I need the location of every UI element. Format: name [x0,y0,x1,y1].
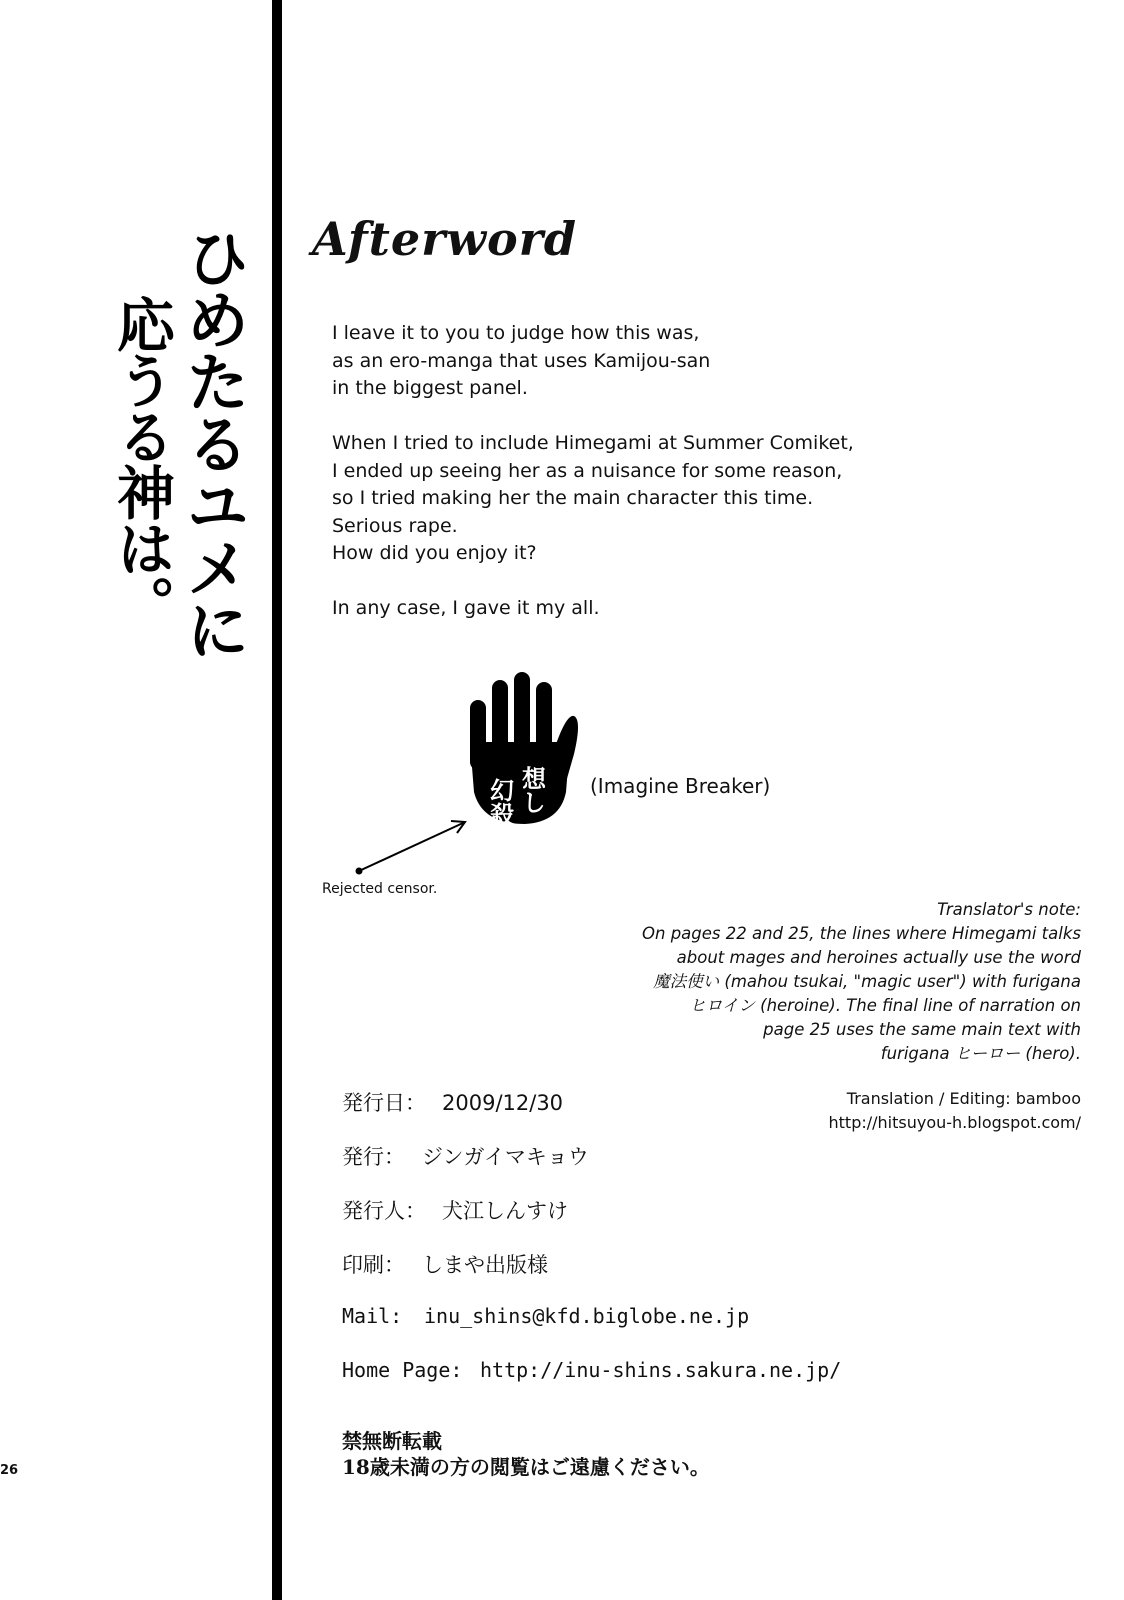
note-line: Translator's note: [937,900,1081,919]
body-line: In any case, I gave it my all. [332,597,600,619]
body-line: How did you enjoy it? [332,542,537,564]
rejected-censor-label: Rejected censor. [322,881,438,897]
hand-text-col1: 想し [517,766,547,814]
hand-text-col2: 幻殺 [485,778,515,826]
homepage-value: http://inu-shins.sakura.ne.jp/ [480,1358,842,1382]
publisher-value: ジンガイマキョウ [422,1145,589,1169]
credit-line: Translation / Editing: bamboo [846,1089,1081,1108]
body-line: Serious rape. [332,514,458,537]
colophon-author [342,1195,568,1225]
printer-label: 印刷： [342,1253,405,1277]
body-line: I ended up seeing her as a nuisance for some reason, [332,459,843,482]
body-line: so I tried making her the main character this time. [332,487,814,509]
notice-line-1: 禁無断転載 [342,1429,442,1453]
colophon-mail [342,1304,749,1328]
note-line: about mages and heroines actually use the word [676,948,1081,967]
imagine-breaker-caption: (Imagine Breaker) [590,774,771,798]
colophon-date [342,1087,563,1117]
homepage-label: Home Page: [342,1358,463,1382]
printer-value: しまや出版様 [422,1253,548,1277]
mail-label: Mail: [342,1304,403,1328]
notice-line-2: 18歳未満の方の閲覧はご遠慮ください。 [342,1455,710,1479]
note-line: ヒロイン (heroine). The final line of narration on [689,996,1081,1015]
note-line: furigana ヒーロー (hero). [880,1044,1081,1063]
afterword-body [332,320,854,623]
body-line: in the biggest panel. [332,377,528,399]
page-number: 26 [0,1463,19,1478]
author-value: 犬江しんすけ [442,1199,568,1223]
mail-value: inu_shins@kfd.biglobe.ne.jp [424,1304,750,1328]
hand-icon [470,672,580,836]
colophon-publisher [342,1141,589,1171]
publisher-label: 発行： [342,1145,405,1169]
vertical-title-column-2: 応うる神は。 [107,295,175,631]
afterword-heading: Afterword [312,212,578,266]
date-label: 発行日： [342,1091,426,1115]
page-spine-divider [272,0,282,1600]
note-line: On pages 22 and 25, the lines where Himegami talks [642,924,1081,943]
body-line: When I tried to include Himegami at Summer Comiket, [332,432,854,454]
date-value: 2009/12/30 [442,1091,564,1115]
colophon-printer [342,1249,548,1279]
note-line: page 25 uses the same main text with [763,1020,1081,1039]
body-line: I leave it to you to judge how this was, [332,322,700,344]
note-line: 魔法使い (mahou tsukai, "magic user") with furigana [653,972,1081,991]
author-label: 発行人： [342,1199,426,1223]
body-line: as an ero-manga that uses Kamijou-san [332,349,711,372]
reproduction-notice [342,1428,710,1480]
vertical-title-column-1: ひめたるユメに [175,225,250,659]
translator-note [561,898,1081,1066]
pointer-arrow-icon [355,815,475,879]
colophon-homepage [342,1358,841,1382]
credit-url: http://hitsuyou-h.blogspot.com/ [828,1113,1081,1132]
translation-credits [829,1087,1082,1135]
